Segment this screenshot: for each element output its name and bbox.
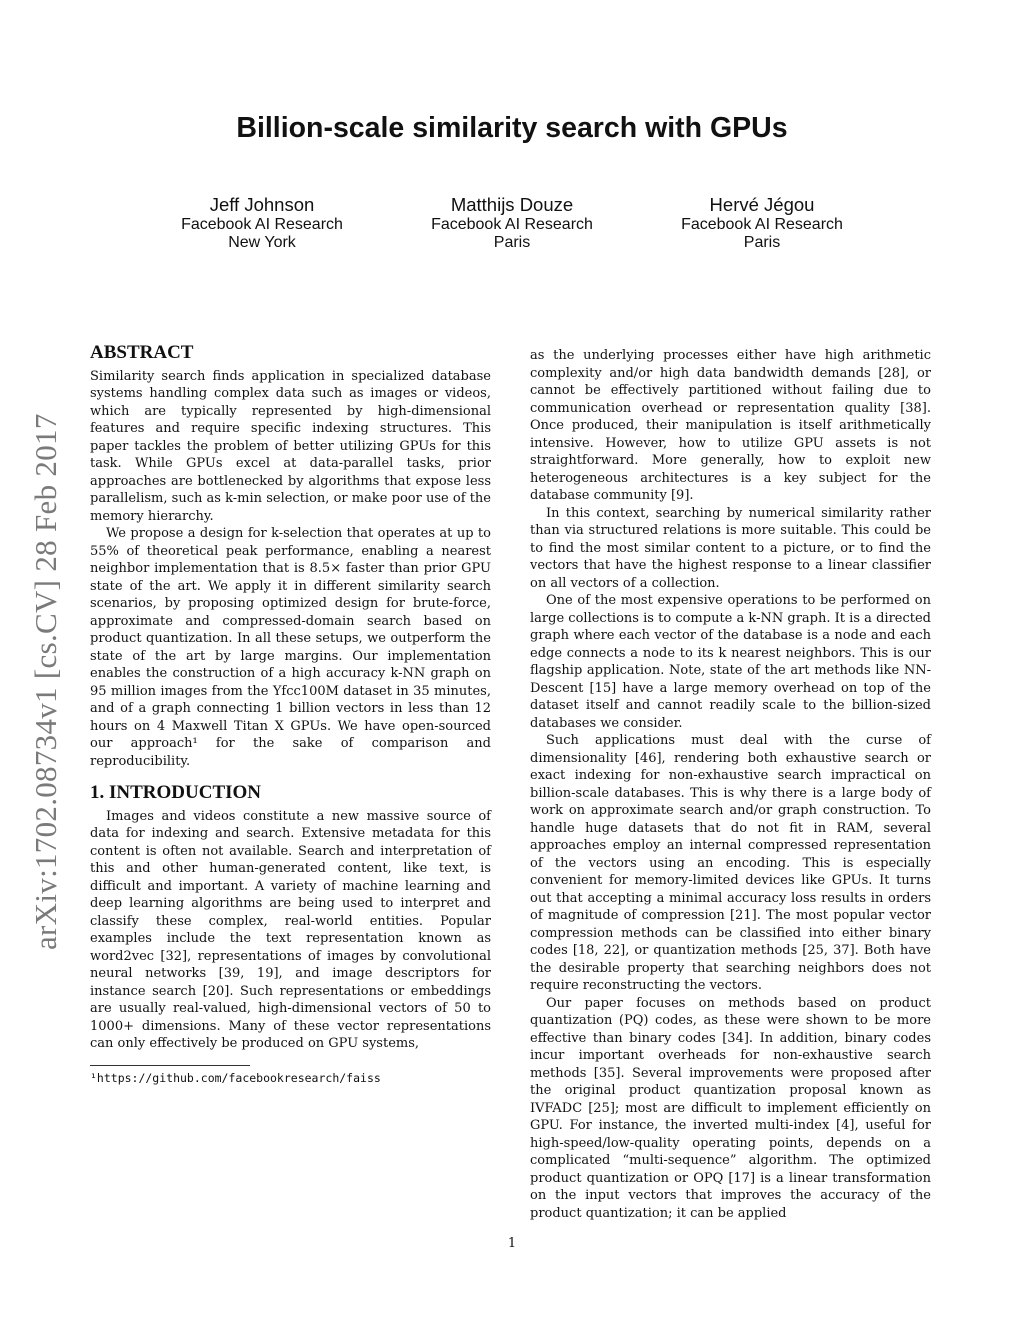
introduction-heading: 1. INTRODUCTION: [90, 782, 262, 803]
introduction-paragraph: Images and videos constitute a new massive source of data for indexing and search. Extensive metadata for this content is often not available. Search and interpretation of this and other human-generated content, like text, is difficult and important. A variety of machine learning and deep learning algorithms are being used to interpret and classify these complex, real-world entities. Popular examples include the text representation known as word2vec [32], representations of images by convolutional neural networks [39, 19], and image descriptors for instance search [20]. Such representations or embeddings are usually real-valued, high-dimensional vectors of 50 to 1000+ dimensions. Many of these vector representations can only effectively be produced on GPU systems,: [90, 808, 491, 1051]
left-column: [90, 344, 491, 1087]
page-number: 1: [507, 1236, 517, 1251]
body-paragraph: Our paper focuses on methods based on product quantization (PQ) codes, as these were shown to be more effective than binary codes [34]. In addition, binary codes incur important overheads for non-exhaustive search methods [35]. Several improvements were proposed after the original product quantization proposal known as IVFADC [25]; most are difficult to implement efficiently on GPU. For instance, the inverted multi-index [4], useful for high-speed/low-quality operating points, depends on a complicated “multi-sequence” algorithm. The optimized product quantization or OPQ [17] is a linear transformation on the input vectors that improves the accuracy of the product quantization; it can be applied: [530, 995, 931, 1221]
author-location: Paris: [493, 234, 531, 251]
abstract-paragraph: Similarity search finds application in specialized database systems handling complex data such as images or videos, which are typically represented by high-dimensional features and require specific indexing structures. This paper tackles the problem of better utilizing GPUs for this task. While GPUs excel at data-parallel tasks, prior approaches are bottlenecked by algorithms that expose less parallelism, such as k-min selection, or make poor use of the memory hierarchy.: [90, 368, 491, 524]
right-column: [530, 347, 931, 1222]
paper-title: Billion-scale similarity search with GPUs: [236, 112, 788, 144]
footnote-rule: [90, 1065, 250, 1066]
body-paragraph: as the underlying processes either have high arithmetic complexity and/or high data bandwidth demands [28], or cannot be effectively partitioned without failing due to communication overhead or representation quality [38]. Once produced, their manipulation is itself arithmetically intensive. However, how to utilize GPU assets is not straightforward. More generally, how to exploit new heterogeneous architectures is a key subject for the database community [9].: [530, 348, 931, 503]
arxiv-side-label: arXiv:1702.08734v1 [cs.CV] 28 Feb 2017: [28, 413, 63, 950]
author-name: Jeff Johnson: [209, 194, 315, 215]
author-3: [642, 194, 882, 252]
author-name: Hervé Jégou: [709, 194, 815, 215]
body-paragraph: Such applications must deal with the curse of dimensionality [46], rendering both exhaustive search or exact indexing for non-exhaustive search impractical on billion-scale databases. This is why there is a large body of work on approximate search and/or graph construction. To handle huge datasets that do not fit in RAM, several approaches employ an internal compressed representation of the vectors using an encoding. This is especially convenient for memory-limited devices like GPUs. It turns out that accepting a minimal accuracy loss results in orders of magnitude of compression [21]. The most popular vector compression methods can be classified into either binary codes [18, 22], or quantization methods [25, 37]. Both have the desirable property that searching neighbors does not require reconstructing the vectors.: [530, 733, 931, 993]
author-block: [142, 194, 882, 252]
footnote-url: ¹https://github.com/facebookresearch/faiss: [90, 1070, 381, 1085]
author-affiliation: Facebook AI Research: [681, 216, 843, 233]
body-paragraph: In this context, searching by numerical similarity rather than via structured relations is more suitable. This could be to find the most similar content to a picture, or to find the vectors that have the highest response to a linear classifier on all vectors of a collection.: [530, 505, 931, 591]
author-name: Matthijs Douze: [450, 194, 574, 215]
author-location: New York: [228, 234, 296, 251]
author-2: [392, 194, 632, 252]
author-affiliation: Facebook AI Research: [181, 216, 343, 233]
author-1: [142, 194, 382, 252]
body-paragraph: One of the most expensive operations to be performed on large collections is to compute a k-NN graph. It is a directed graph where each vector of the database is a node and each edge connects a node to its k nearest neighbors. This is our flagship application. Note, state of the art methods like NN-Descent [15] have a large memory overhead on top of the dataset itself and cannot readily scale to the billion-sized databases we consider.: [530, 593, 931, 731]
abstract-heading: ABSTRACT: [90, 342, 194, 363]
abstract-paragraph: We propose a design for k-selection that operates at up to 55% of theoretical peak performance, enabling a nearest neighbor implementation that is 8.5× faster than prior GPU state of the art. We apply it in different similarity search scenarios, by proposing optimized design for brute-force, approximate and compressed-domain search based on product quantization. In all these setups, we outperform the state of the art by large margins. Our implementation enables the construction of a high accuracy k-NN graph on 95 million images from the Yfcc100M dataset in 35 minutes, and of a graph connecting 1 billion vectors in less than 12 hours on 4 Maxwell Titan X GPUs. We have open-sourced our approach¹ for the sake of comparison and reproducibility.: [90, 526, 491, 769]
author-location: Paris: [743, 234, 781, 251]
author-affiliation: Facebook AI Research: [431, 216, 593, 233]
